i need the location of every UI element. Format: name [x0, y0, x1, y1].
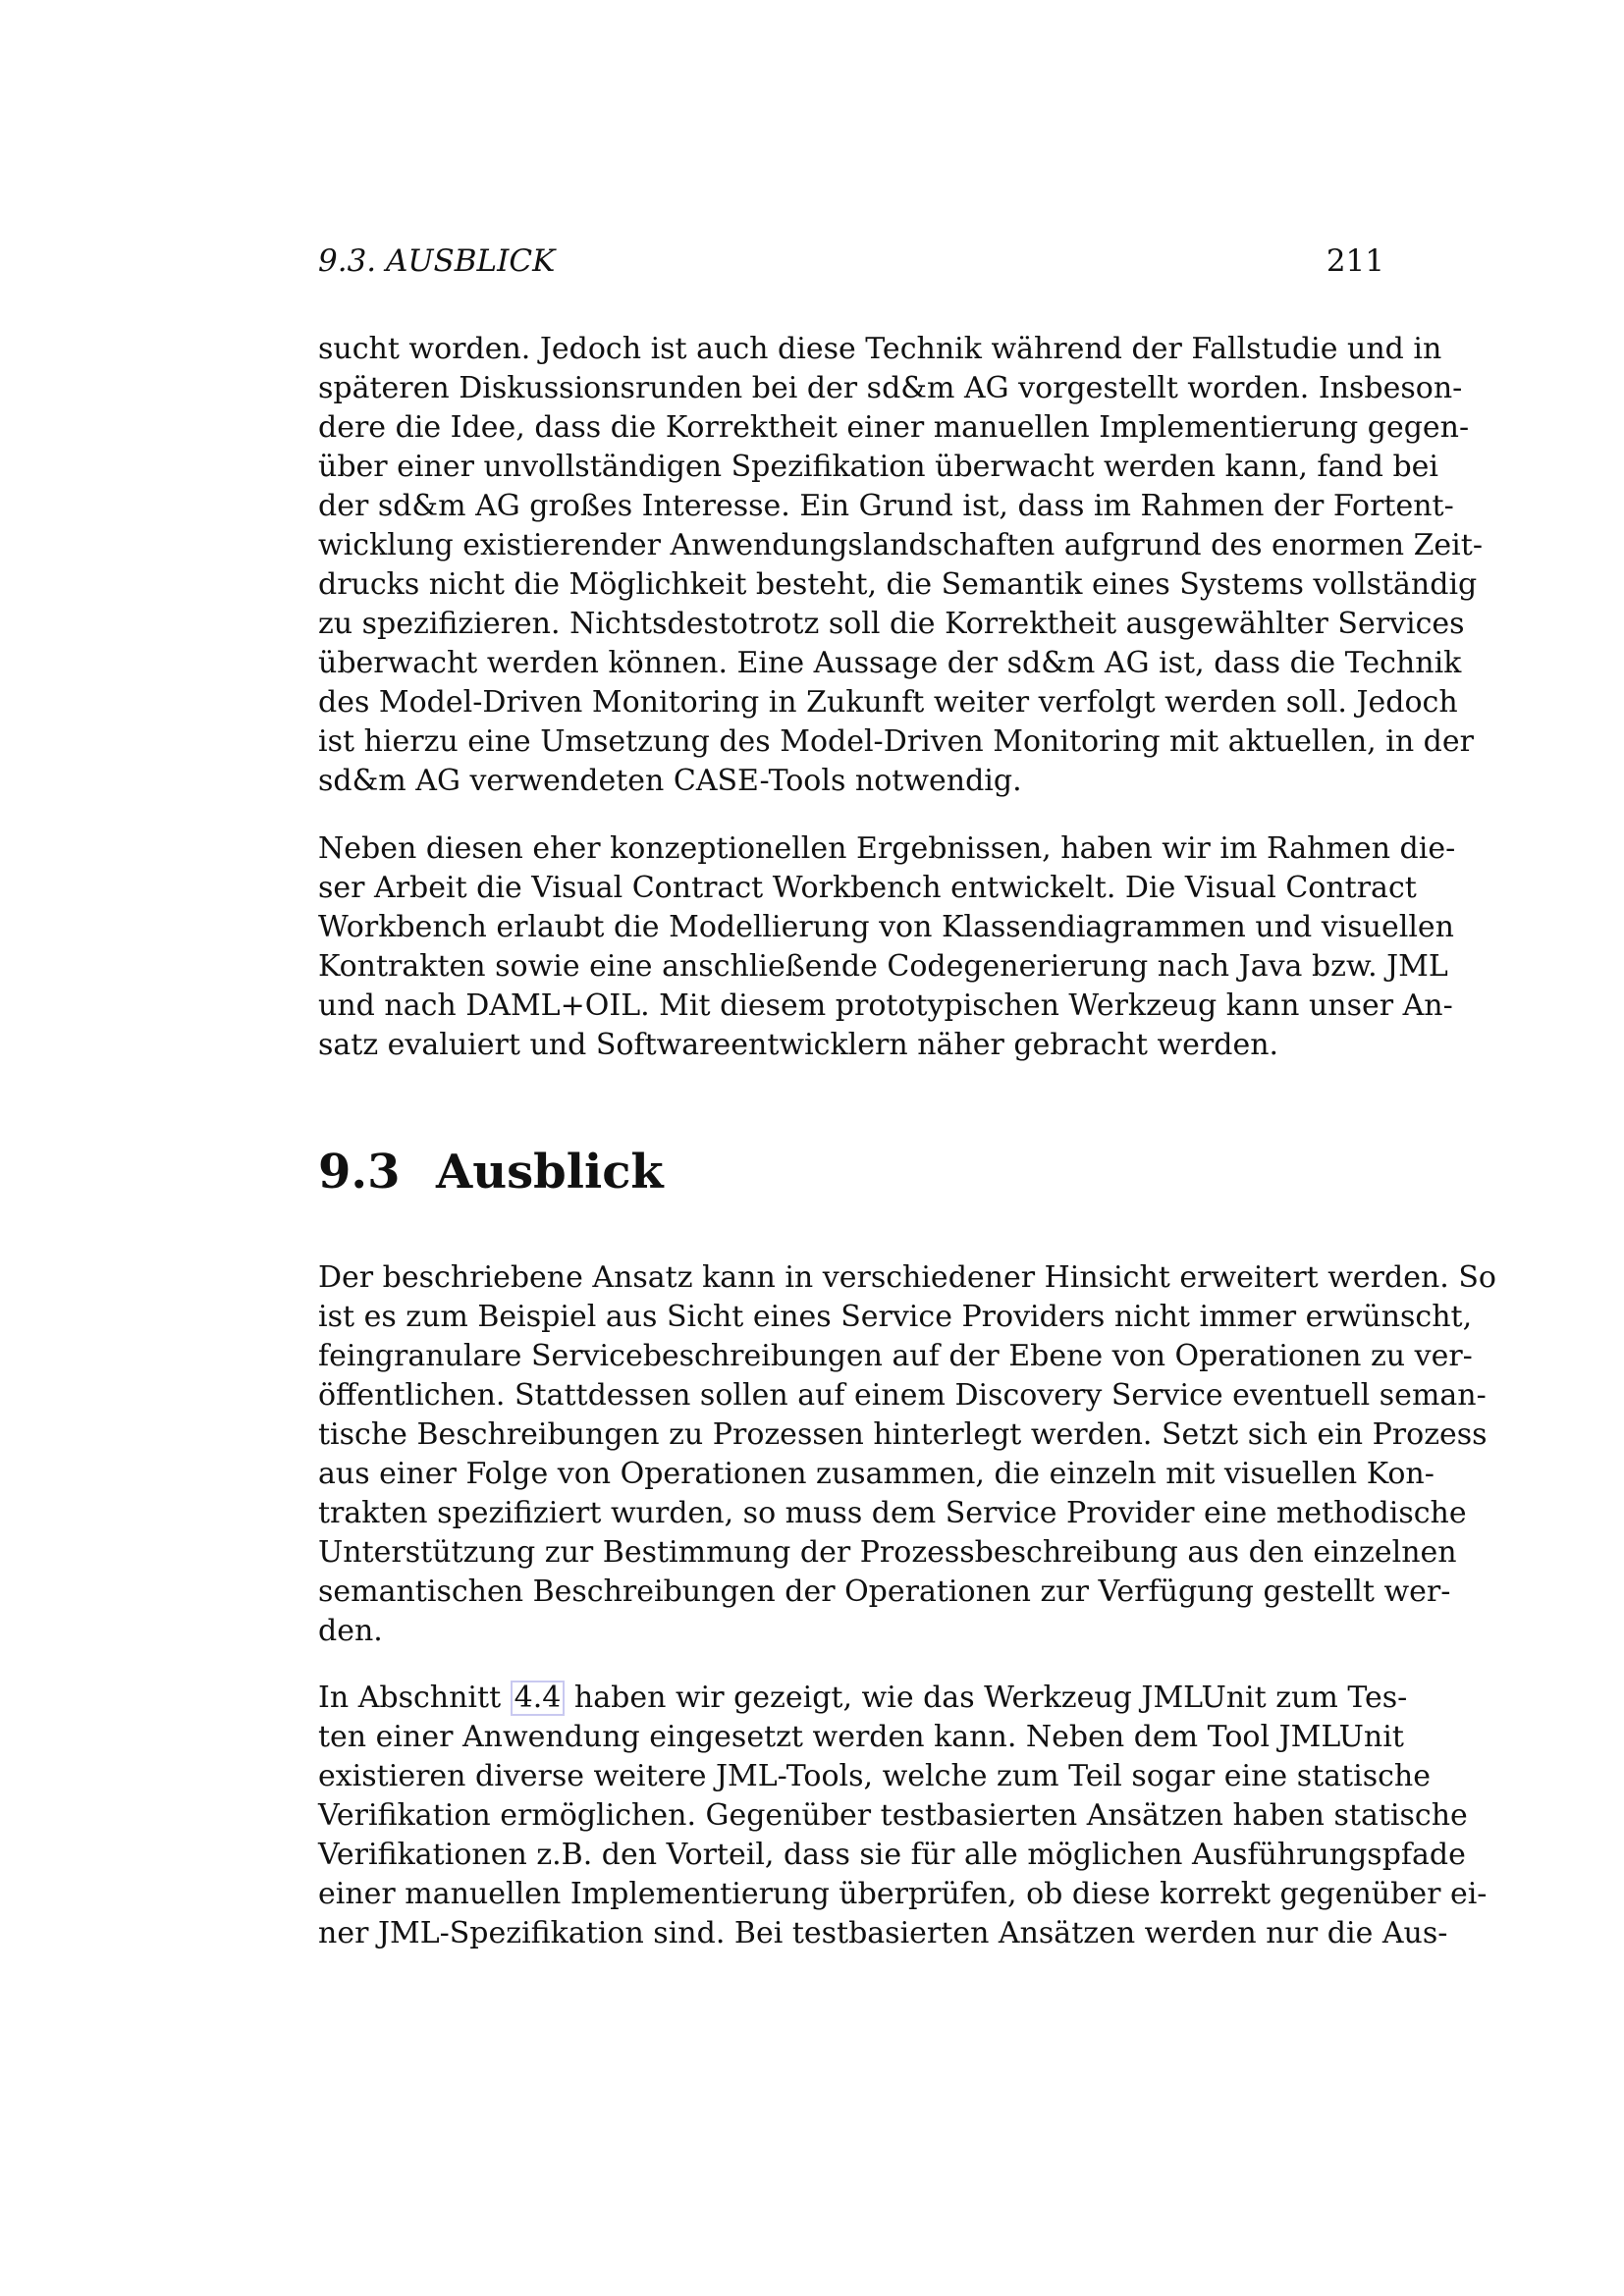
text-line: öffentlichen. Stattdessen sollen auf einem Discovery Service eventuell seman- [318, 1378, 1487, 1413]
text-line [318, 1679, 1408, 1718]
text-line: des Model-Driven Monitoring in Zukunft weiter verfolgt werden soll. Jedoch [318, 685, 1458, 720]
text-line: ser Arbeit die Visual Contract Workbench entwickelt. Die Visual Contract [318, 871, 1417, 905]
text-line: aus einer Folge von Operationen zusammen, die einzeln mit visuellen Kon- [318, 1457, 1435, 1491]
text-line: Kontrakten sowie eine anschließende Codegenerierung nach Java bzw. JML [318, 949, 1448, 984]
text-line: trakten spezifiziert wurden, so muss dem Service Provider eine methodische [318, 1496, 1467, 1530]
text-line: Workbench erlaubt die Modellierung von Klassendiagrammen und visuellen [318, 910, 1455, 944]
paragraph [318, 1258, 1496, 1651]
text-line: überwacht werden können. Eine Aussage der sd&m AG ist, dass die Technik [318, 646, 1462, 680]
paragraph [318, 1679, 1488, 1953]
text-line: Verifikation ermöglichen. Gegenüber testbasierten Ansätzen haben statische [318, 1798, 1468, 1833]
text-line: feingranulare Servicebeschreibungen auf der Ebene von Operationen zu ver- [318, 1339, 1473, 1373]
page-number: 211 [1326, 243, 1384, 279]
text-line: Neben diesen eher konzeptionellen Ergebnissen, haben wir im Rahmen die- [318, 831, 1456, 866]
text-line: tische Beschreibungen zu Prozessen hinterlegt werden. Setzt sich ein Prozess [318, 1417, 1488, 1452]
text-line: über einer unvollständigen Spezifikation überwacht werden kann, fand bei [318, 450, 1438, 484]
text-run: In Abschnitt [318, 1681, 511, 1715]
running-title: 9.3. AUSBLICK [318, 243, 556, 279]
text-line: ner JML-Spezifikation sind. Bei testbasierten Ansätzen werden nur die Aus- [318, 1916, 1448, 1950]
text-line: ist hierzu eine Umsetzung des Model-Driven Monitoring mit aktuellen, in der [318, 724, 1474, 759]
paragraph [318, 829, 1456, 1065]
text-line: satz evaluiert und Softwareentwicklern näher gebracht werden. [318, 1028, 1279, 1062]
text-line: der sd&m AG großes Interesse. Ein Grund ist, dass im Rahmen der Fortent- [318, 489, 1454, 523]
text-line: wicklung existierender Anwendungslandschaften aufgrund des enormen Zeit- [318, 528, 1483, 562]
text-line: drucks nicht die Möglichkeit besteht, die Semantik eines Systems vollständig [318, 567, 1478, 602]
paragraph [318, 330, 1483, 801]
section-title: Ausblick [436, 1145, 664, 1200]
section-crossref-link[interactable]: 4.4 [511, 1681, 566, 1716]
section-number: 9.3 [318, 1145, 401, 1200]
text-line: einer manuellen Implementierung überprüfen, ob diese korrekt gegenüber ei- [318, 1877, 1488, 1911]
text-line: existieren diverse weitere JML-Tools, welche zum Teil sogar eine statische [318, 1759, 1431, 1793]
text-line: sd&m AG verwendeten CASE-Tools notwendig. [318, 764, 1022, 798]
text-line: zu spezifizieren. Nichtsdestotrotz soll die Korrektheit ausgewählter Services [318, 607, 1465, 641]
text-line: dere die Idee, dass die Korrektheit einer manuellen Implementierung gegen- [318, 410, 1470, 445]
text-line: und nach DAML+OIL. Mit diesem prototypischen Werkzeug kann unser An- [318, 988, 1453, 1023]
text-line: Der beschriebene Ansatz kann in verschiedener Hinsicht erweitert werden. So [318, 1260, 1496, 1295]
text-line: sucht worden. Jedoch ist auch diese Technik während der Fallstudie und in [318, 332, 1442, 366]
text-run: haben wir gezeigt, wie das Werkzeug JMLUnit zum Tes- [565, 1681, 1408, 1715]
running-header [318, 241, 1384, 281]
text-line: Verifikationen z.B. den Vorteil, dass sie für alle möglichen Ausführungspfade [318, 1838, 1466, 1872]
text-line: ist es zum Beispiel aus Sicht eines Service Providers nicht immer erwünscht, [318, 1300, 1473, 1334]
section-heading [318, 1142, 664, 1202]
text-line: späteren Diskussionsrunden bei der sd&m AG vorgestellt worden. Insbeson- [318, 371, 1463, 405]
text-line: ten einer Anwendung eingesetzt werden kann. Neben dem Tool JMLUnit [318, 1720, 1404, 1754]
text-line: semantischen Beschreibungen der Operationen zur Verfügung gestellt wer- [318, 1575, 1451, 1609]
text-line: den. [318, 1614, 383, 1648]
text-line: Unterstützung zur Bestimmung der Prozessbeschreibung aus den einzelnen [318, 1535, 1457, 1570]
